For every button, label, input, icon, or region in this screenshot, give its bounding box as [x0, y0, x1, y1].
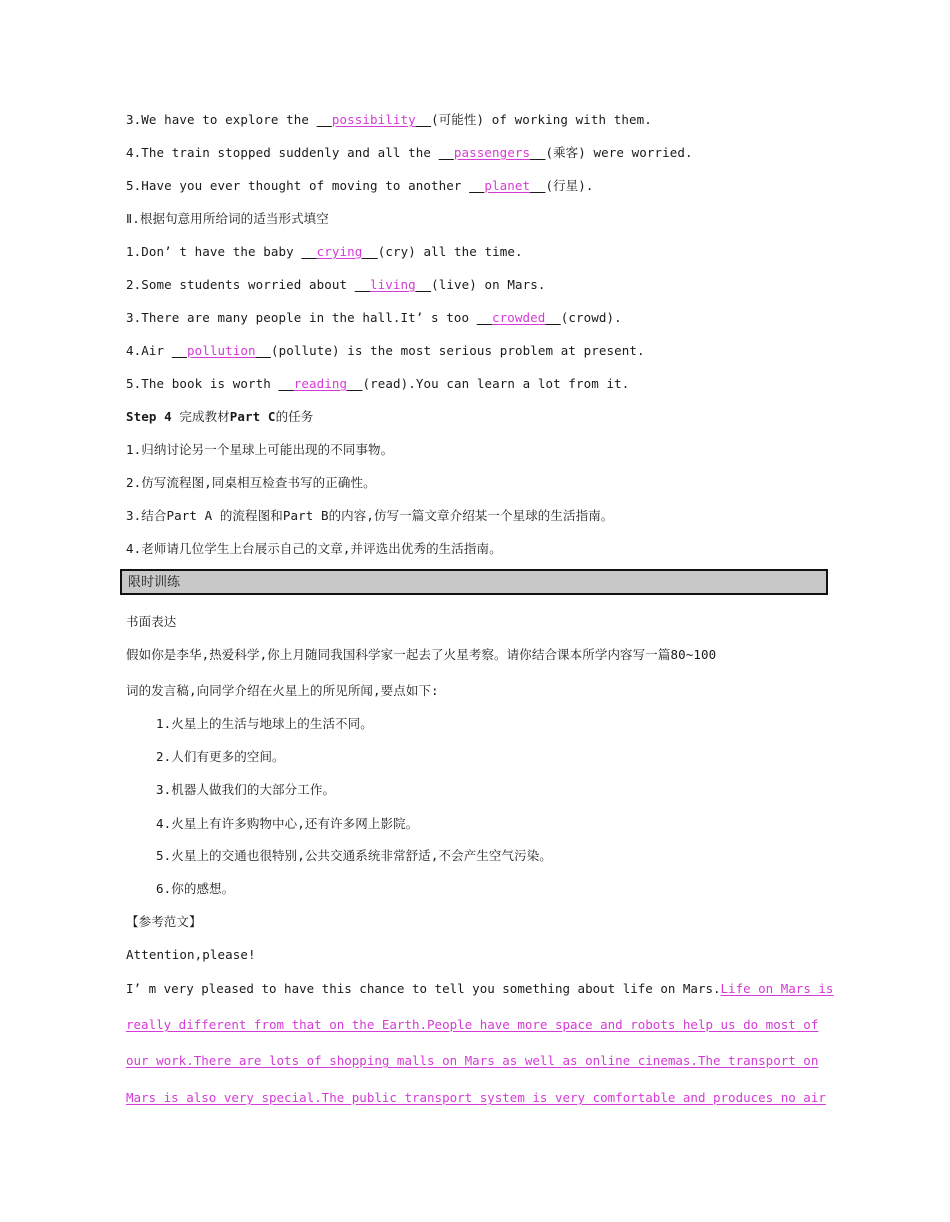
step-text: 的任务	[275, 409, 314, 424]
step-4-item: 2.仿写流程图,同桌相互检查书写的正确性。	[126, 475, 376, 490]
step-4-heading	[126, 409, 313, 425]
step-4-item: 3.结合Part A 的流程图和Part B的内容,仿写一篇文章介绍某一个星球的生活指南。	[126, 508, 614, 523]
answer-text: possibility	[331, 112, 416, 127]
answer-blank	[279, 376, 363, 391]
prompt-line-2: 词的发言稿,向同学介绍在火星上的所见所闻,要点如下:	[126, 683, 439, 698]
question-text: (行星).	[545, 178, 594, 193]
step-4-item: 4.老师请几位学生上台展示自己的文章,并评选出优秀的生活指南。	[126, 541, 502, 556]
answer-text: planet	[484, 178, 531, 193]
step-text: 完成教材	[171, 409, 230, 424]
essay-line-2: really different from that on the Earth.People have more space and robots help us do most of	[126, 1017, 819, 1032]
form-line-1	[126, 244, 523, 260]
question-text: 5.The book is worth	[126, 376, 279, 391]
question-text: (live) on Mars.	[431, 277, 546, 292]
essay-text: I’ m very pleased to have this chance to tell you something about life on Mars.	[126, 981, 721, 996]
question-text: (可能性) of working with them.	[431, 112, 652, 127]
point-item: 3.机器人做我们的大部分工作。	[156, 782, 336, 797]
reference-title: 【参考范文】	[126, 914, 202, 929]
question-text: 2.Some students worried about	[126, 277, 355, 292]
point-item: 6.你的感想。	[156, 881, 235, 896]
prompt-line-1: 假如你是李华,热爱科学,你上月随同我国科学家一起去了火星考察。请你结合课本所学内容写一篇80~100	[126, 647, 717, 662]
essay-answer-text: Life on Mars is	[720, 981, 834, 996]
form-line-3	[126, 310, 622, 326]
question-text: 5.Have you ever thought of moving to another	[126, 178, 470, 193]
part-label: Part C	[229, 409, 276, 424]
answer-blank	[301, 244, 377, 259]
step-4-item: 1.归纳讨论另一个星球上可能出现的不同事物。	[126, 442, 394, 457]
question-text: 4.The train stopped suddenly and all the	[126, 145, 439, 160]
vocab-line-3	[126, 112, 652, 128]
question-text: (pollute) is the most serious problem at present.	[270, 343, 645, 358]
essay-line-3: our work.There are lots of shopping malls on Mars as well as online cinemas.The transport on	[126, 1053, 819, 1068]
vocab-line-4	[126, 145, 693, 161]
answer-blank	[355, 277, 431, 292]
step-label: Step 4	[126, 409, 172, 424]
answer-blank	[477, 310, 561, 325]
point-item: 5.火星上的交通也很特别,公共交通系统非常舒适,不会产生空气污染。	[156, 848, 552, 863]
question-text: 3.There are many people in the hall.It’ s too	[126, 310, 477, 325]
answer-text: pollution	[187, 343, 256, 358]
question-text: 3.We have to explore the	[126, 112, 317, 127]
point-item: 4.火星上有许多购物中心,还有许多网上影院。	[156, 816, 419, 831]
section-2-title: Ⅱ.根据句意用所给词的适当形式填空	[126, 211, 329, 226]
answer-blank	[469, 178, 545, 193]
answer-text: passengers	[453, 145, 531, 160]
question-text: (read).You can learn a lot from it.	[362, 376, 630, 391]
question-text: (cry) all the time.	[377, 244, 523, 259]
section-banner-title: 限时训练	[128, 575, 181, 590]
writing-title: 书面表达	[126, 614, 177, 629]
essay-line-1	[126, 981, 833, 997]
answer-text: living	[370, 277, 416, 292]
question-text: 4.Air	[126, 343, 172, 358]
question-text: (crowd).	[560, 310, 622, 325]
answer-text: reading	[293, 376, 348, 391]
point-item: 1.火星上的生活与地球上的生活不同。	[156, 716, 373, 731]
essay-line-4: Mars is also very special.The public transport system is very comfortable and produces no air	[126, 1090, 826, 1105]
form-line-4	[126, 343, 645, 359]
answer-text: crying	[316, 244, 363, 259]
vocab-line-5	[126, 178, 594, 194]
point-item: 2.人们有更多的空间。	[156, 749, 285, 764]
question-text: (乘客) were worried.	[545, 145, 693, 160]
form-line-5	[126, 376, 629, 392]
form-line-2	[126, 277, 545, 293]
answer-text: crowded	[492, 310, 546, 325]
question-text: 1.Don’ t have the baby	[126, 244, 302, 259]
section-banner	[120, 569, 828, 595]
answer-blank	[317, 112, 431, 127]
essay-greeting: Attention,please!	[126, 947, 256, 962]
answer-blank	[172, 343, 271, 358]
answer-blank	[439, 145, 546, 160]
